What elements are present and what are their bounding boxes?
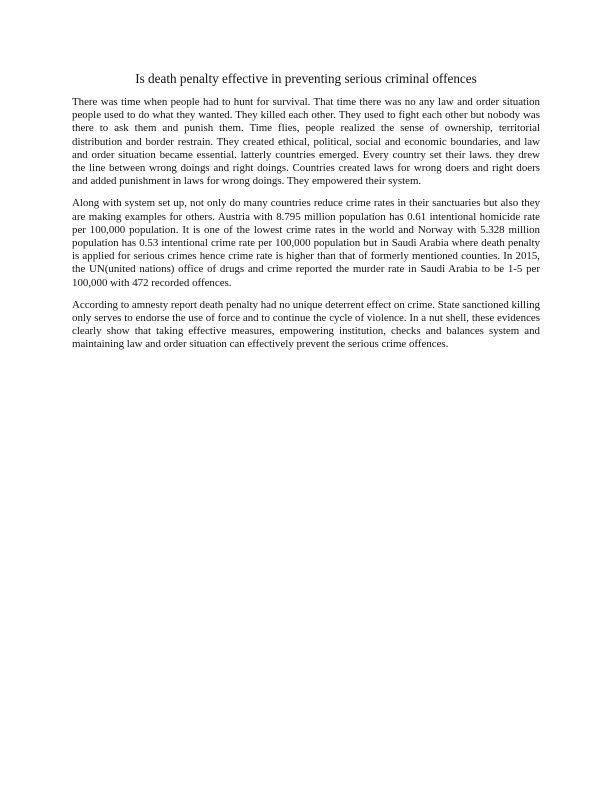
paragraph-1: There was time when people had to hunt for survival. That time there was no any law and order situation people used to do what they wanted. They killed each other. They used to fight each other but nobody was there to ask them and punish them. Time flies, people realized the sense of ownership, territorial distribution and border restrain. They created ethical, political, social and economic boundaries, and law and order situation became essential. latterly countries emerged. Every country set their laws. they drew the line between wrong doings and right doings. Countries created laws for wrong doers and right doers and added punishment in laws for wrong doings. They empowered their system.: [72, 96, 540, 188]
paragraph-2: Along with system set up, not only do many countries reduce crime rates in their sanctuaries but also they are making examples for others. Austria with 8.795 million population has 0.61 intentional homicide rate per 100,000 population. It is one of the lowest crime rates in the world and Norway with 5.328 million population has 0.53 intentional crime rate per 100,000 population but in Saudi Arabia where death penalty is applied for serious crimes hence crime rate is higher than that of formerly mentioned counties. In 2015, the UN(united nations) office of drugs and crime reported the murder rate in Saudi Arabia to be 1-5 per 100,000 with 472 recorded offences.: [72, 197, 540, 289]
paragraph-3: According to amnesty report death penalty had no unique deterrent effect on crime. State sanctioned killing only serves to endorse the use of force and to continue the cycle of violence. In a nut shell, these evidences clearly show that taking effective measures, empowering institution, checks and balances system and maintaining law and order situation can effectively prevent the serious crime offences.: [72, 298, 540, 351]
document-title: Is death penalty effective in preventing serious criminal offences: [135, 71, 477, 86]
document-body: [72, 96, 540, 361]
